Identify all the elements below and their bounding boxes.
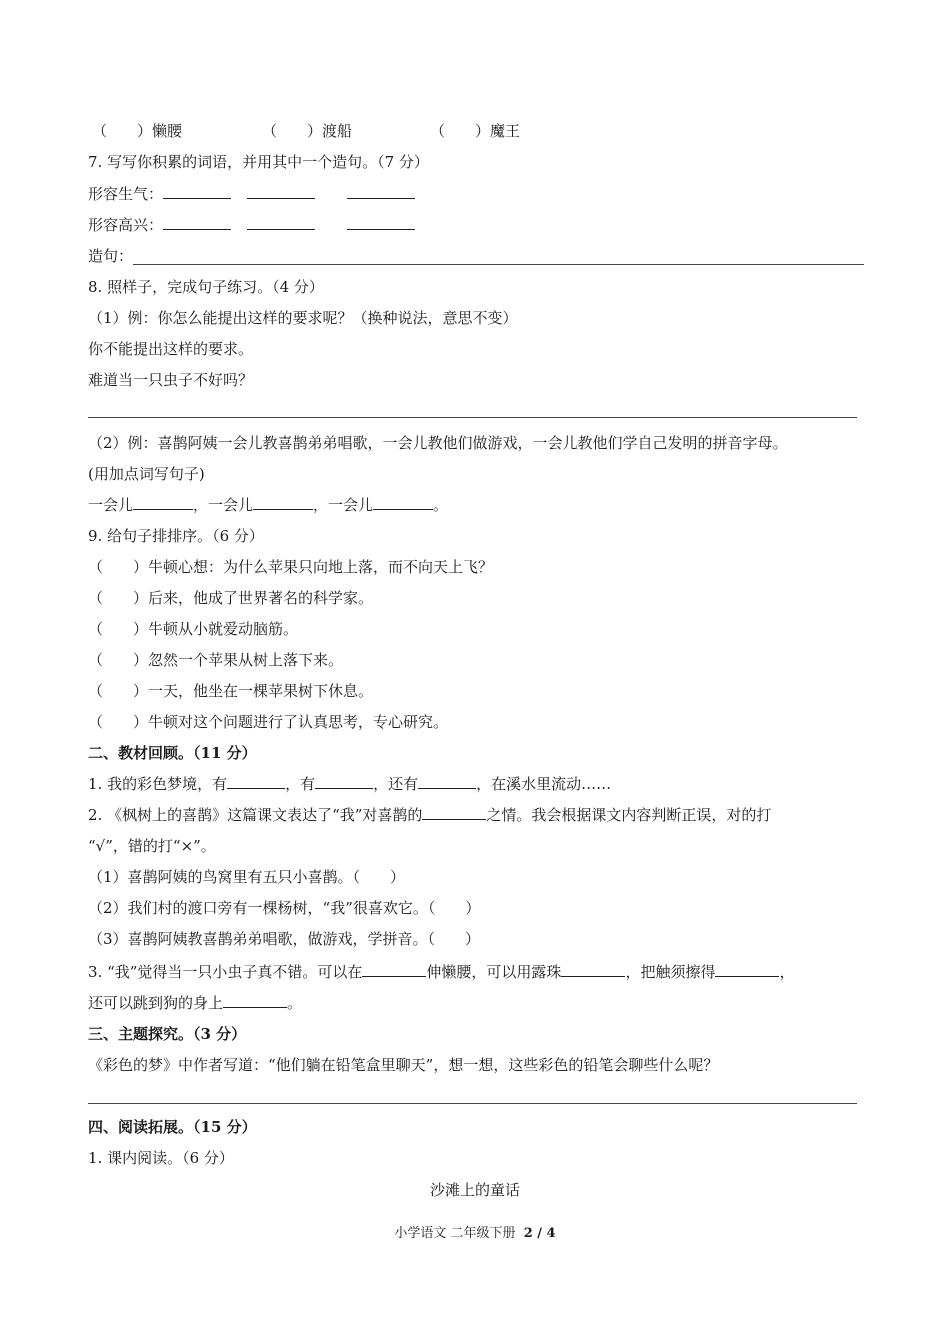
s2-q1-a: 1. 我的彩色梦境，有	[88, 775, 228, 793]
q9-item: （ ）后来，他成了世界著名的科学家。	[88, 589, 374, 607]
footer-text: 小学语文 二年级下册	[394, 1226, 516, 1241]
s2-q3-blank-3[interactable]	[715, 962, 779, 977]
s2-q1-c: ，还有	[373, 775, 419, 793]
s2-q3-f: 。	[287, 994, 303, 1012]
happy-blank-2[interactable]	[247, 215, 315, 230]
s2-q2-c: “√”，错的打“×”。	[88, 837, 216, 855]
q7-happy-row	[88, 215, 415, 235]
q6-item-2: （ ）渡船	[262, 122, 353, 140]
section2-q3-cont	[88, 993, 302, 1013]
q8-blank-2[interactable]	[253, 495, 313, 510]
q6-item-1: （ ）懒腰	[92, 122, 183, 140]
q6-item-3: （ ）魔王	[430, 122, 521, 140]
happy-blank-1[interactable]	[163, 215, 231, 230]
s2-q1-b: ，有	[285, 775, 316, 793]
q8-part1-question: 难道当一只虫子不好吗？	[88, 371, 254, 389]
s2-q3-blank-4[interactable]	[223, 993, 287, 1008]
s2-q2-a: 2. 《枫树上的喜鹊》这篇课文表达了“我”对喜鹊的	[88, 806, 423, 824]
s2-q3-e: 还可以跳到狗的身上	[88, 994, 224, 1012]
section3-answer-line[interactable]	[88, 1103, 857, 1104]
q9-title: 9. 给句子排排序。（6 分）	[88, 527, 264, 545]
q9-item: （ ）忽然一个苹果从树上落下来。	[88, 651, 344, 669]
q8-blank-1[interactable]	[133, 495, 193, 510]
section4-q1: 1. 课内阅读。（6 分）	[88, 1149, 234, 1167]
s2-q2-item: （3）喜鹊阿姨教喜鹊弟弟唱歌，做游戏，学拼音。（ ）	[88, 930, 481, 948]
s2-q3-blank-2[interactable]	[561, 962, 625, 977]
section2-title: 二、教材回顾。（11 分）	[88, 744, 257, 762]
q8-blank-3[interactable]	[373, 495, 433, 510]
angry-blank-2[interactable]	[247, 184, 315, 199]
s2-q2-item: （2）我们村的渡口旁有一棵杨树，“我”很喜欢它。（ ）	[88, 899, 481, 917]
q7-angry-label: 形容生气：	[88, 185, 164, 203]
section3-title: 三、主题探究。（3 分）	[88, 1025, 247, 1043]
section2-q2	[88, 805, 771, 825]
s2-q2-b: 之情。我会根据课文内容判断正误，对的打	[486, 806, 772, 824]
q9-item: （ ）牛顿对这个问题进行了认真思考，专心研究。	[88, 713, 449, 731]
happy-blank-3[interactable]	[347, 215, 415, 230]
s2-q3-c: ，把触须擦得	[625, 963, 716, 981]
section2-q1	[88, 774, 611, 794]
q9-item: （ ）牛顿从小就爱动脑筋。	[88, 620, 299, 638]
q8-part1-prompt: （1）例：你怎么能提出这样的要求呢？（换种说法，意思不变）	[88, 309, 518, 327]
q8-part1-example: 你不能提出这样的要求。	[88, 340, 254, 358]
q8-part2-prompt: （2）例：喜鹊阿姨一会儿教喜鹊弟弟唱歌，一会儿教他们做游戏，一会儿教他们学自己发明的拼音字母。	[88, 434, 788, 452]
q8-part1-answer-line[interactable]	[88, 417, 857, 418]
q8-part2-a: 一会儿	[88, 496, 134, 514]
page-footer	[0, 1224, 950, 1244]
s2-q2-item: （1）喜鹊阿姨的鸟窝里有五只小喜鹊。（ ）	[88, 868, 406, 886]
passage-title: 沙滩上的童话	[429, 1181, 520, 1199]
s2-q3-a: 3. “我”觉得当一只小虫子真不错。可以在	[88, 963, 363, 981]
q7-title: 7. 写写你积累的词语，并用其中一个造句。（7 分）	[88, 153, 429, 171]
q8-part2-b: ，一会儿	[193, 496, 254, 514]
section3-question: 《彩色的梦》中作者写道：“他们躺在铅笔盒里聊天”，想一想，这些彩色的铅笔会聊些什么呢？	[88, 1056, 719, 1074]
s2-q1-d: ，在溪水里流动……	[476, 775, 612, 793]
s2-q1-blank-2[interactable]	[315, 774, 373, 789]
section2-q3	[88, 962, 794, 982]
q9-item: （ ）一天，他坐在一棵苹果树下休息。	[88, 682, 374, 700]
footer-page-number: 2 / 4	[523, 1226, 556, 1241]
q7-sentence-line[interactable]	[133, 264, 864, 265]
s2-q3-d: ，	[779, 963, 795, 981]
s2-q3-b: 伸懒腰，可以用露珠	[426, 963, 562, 981]
q8-part2-answer-row	[88, 495, 448, 515]
s2-q2-blank[interactable]	[422, 805, 486, 820]
angry-blank-1[interactable]	[163, 184, 231, 199]
q8-title: 8. 照样子，完成句子练习。（4 分）	[88, 278, 324, 296]
q8-part2-end: 。	[433, 496, 449, 514]
s2-q1-blank-1[interactable]	[227, 774, 285, 789]
q7-sentence-label: 造句：	[88, 247, 134, 265]
angry-blank-3[interactable]	[347, 184, 415, 199]
q7-happy-label: 形容高兴：	[88, 216, 164, 234]
q8-part2-c: ，一会儿	[313, 496, 374, 514]
q8-part2-instruction: (用加点词写句子)	[88, 465, 205, 483]
s2-q3-blank-1[interactable]	[362, 962, 426, 977]
q9-item: （ ）牛顿心想：为什么苹果只向地上落，而不向天上飞？	[88, 558, 494, 576]
q7-angry-row	[88, 184, 415, 204]
section4-title: 四、阅读拓展。（15 分）	[88, 1118, 257, 1136]
s2-q1-blank-3[interactable]	[418, 774, 476, 789]
